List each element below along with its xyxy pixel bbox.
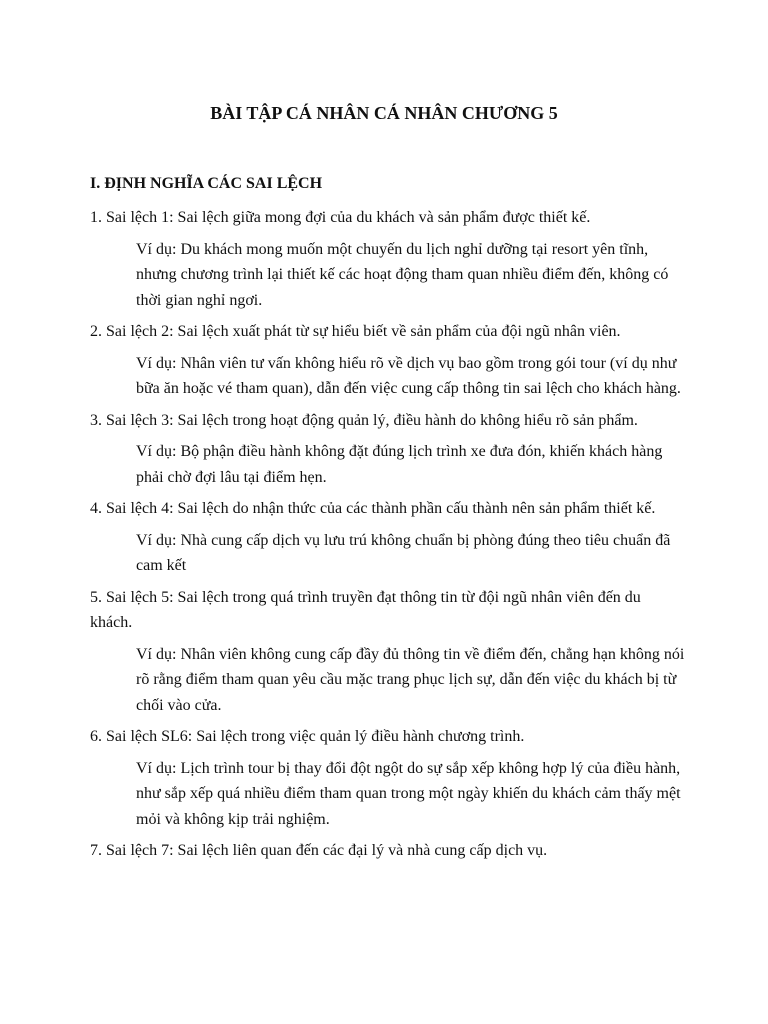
list-item xyxy=(90,319,686,402)
list-item xyxy=(90,205,686,313)
list-item xyxy=(90,585,686,719)
deviation-definition: 6. Sai lệch SL6: Sai lệch trong việc quản lý điều hành chương trình. xyxy=(90,728,525,745)
deviation-definition: 5. Sai lệch 5: Sai lệch trong quá trình truyền đạt thông tin từ đội ngũ nhân viên đến du khách. xyxy=(90,588,641,631)
deviation-definition: 2. Sai lệch 2: Sai lệch xuất phát từ sự hiểu biết về sản phẩm của đội ngũ nhân viên. xyxy=(90,323,621,340)
list-item xyxy=(90,408,686,491)
deviation-definition: 7. Sai lệch 7: Sai lệch liên quan đến các đại lý và nhà cung cấp dịch vụ. xyxy=(90,842,548,859)
deviation-example: Ví dụ: Nhân viên tư vấn không hiểu rõ về dịch vụ bao gồm trong gói tour (ví dụ như bữa ăn hoặc vé tham quan), dẫn đến việc cung cấp thông tin sai lệch cho khách hàng. xyxy=(136,354,681,397)
deviation-example: Ví dụ: Lịch trình tour bị thay đổi đột ngột do sự sắp xếp không hợp lý của điều hành, như sắp xếp quá nhiều điểm tham quan trong một ngày khiến du khách cảm thấy mệt mỏi và không kịp trải nghiệm. xyxy=(136,759,681,828)
deviation-example: Ví dụ: Du khách mong muốn một chuyến du lịch nghỉ dưỡng tại resort yên tĩnh, nhưng chương trình lại thiết kế các hoạt động tham quan nhiều điểm đến, không có thời gian nghỉ ngơi. xyxy=(136,240,669,309)
deviation-definition: 3. Sai lệch 3: Sai lệch trong hoạt động quản lý, điều hành do không hiểu rõ sản phẩm. xyxy=(90,411,638,429)
section-heading: I. ĐỊNH NGHĨA CÁC SAI LỆCH xyxy=(90,175,323,192)
deviation-example: Ví dụ: Bộ phận điều hành không đặt đúng lịch trình xe đưa đón, khiến khách hàng phải chờ đợi lâu tại điểm hẹn. xyxy=(136,443,663,486)
list-item xyxy=(90,496,686,579)
section-content xyxy=(90,205,686,870)
deviation-example: Ví dụ: Nhà cung cấp dịch vụ lưu trú không chuẩn bị phòng đúng theo tiêu chuẩn đã cam kết xyxy=(136,531,671,574)
deviation-example: Ví dụ: Nhân viên không cung cấp đầy đủ thông tin về điểm đến, chẳng hạn không nói rõ rằng điểm tham quan yêu cầu mặc trang phục lịch sự, dẫn đến việc du khách bị từ chối vào cửa. xyxy=(136,645,685,714)
deviation-definition: 1. Sai lệch 1: Sai lệch giữa mong đợi của du khách và sản phẩm được thiết kế. xyxy=(90,209,591,226)
list-item xyxy=(90,724,686,832)
document-title: BÀI TẬP CÁ NHÂN CÁ NHÂN CHƯƠNG 5 xyxy=(210,103,558,123)
deviation-definition: 4. Sai lệch 4: Sai lệch do nhận thức của các thành phần cấu thành nên sản phẩm thiết kế. xyxy=(90,500,656,517)
list-item xyxy=(90,838,686,864)
